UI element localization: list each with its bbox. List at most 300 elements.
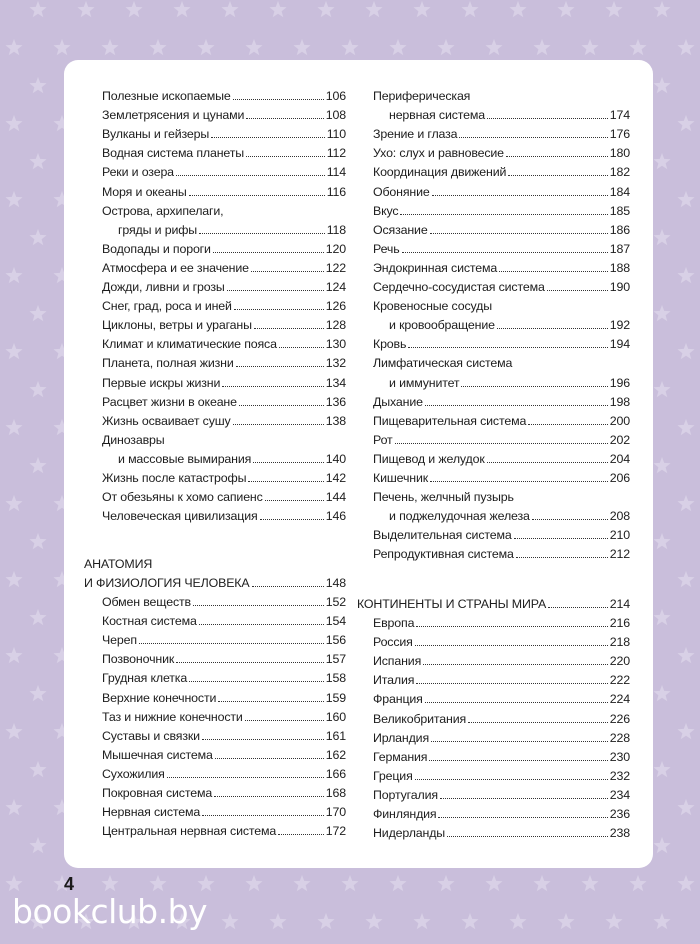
toc-entry-page: 224 bbox=[609, 692, 630, 706]
star-icon bbox=[653, 761, 670, 777]
star-icon bbox=[29, 533, 46, 549]
section-title-anatomy: АНАТОМИЯ bbox=[84, 557, 153, 571]
toc-entry bbox=[373, 825, 630, 841]
toc-entry bbox=[373, 634, 630, 650]
dot-leader bbox=[408, 347, 607, 348]
toc-entry bbox=[373, 432, 630, 448]
dot-leader bbox=[213, 252, 324, 253]
star-icon bbox=[5, 647, 22, 663]
toc-entry-title: Испания bbox=[373, 654, 422, 668]
dot-leader bbox=[468, 722, 608, 723]
toc-entry-page: 154 bbox=[325, 614, 346, 628]
toc-entry-page: 168 bbox=[325, 786, 346, 800]
toc-entry-title: и массовые вымирания bbox=[118, 452, 252, 466]
dot-leader bbox=[402, 252, 608, 253]
star-icon bbox=[269, 1, 286, 17]
dot-leader bbox=[211, 137, 325, 138]
toc-entry-title: Динозавры bbox=[102, 433, 165, 447]
dot-leader bbox=[508, 175, 608, 176]
toc-entry-page: 118 bbox=[326, 223, 346, 237]
toc-entry-title: Расцвет жизни в океане bbox=[102, 395, 237, 409]
toc-entry bbox=[373, 184, 630, 200]
dot-leader bbox=[430, 233, 608, 234]
star-icon bbox=[5, 875, 22, 891]
toc-entry-page: 206 bbox=[609, 471, 630, 485]
toc-entry-title: Кишечник bbox=[373, 471, 428, 485]
star-icon bbox=[629, 875, 646, 891]
dot-leader bbox=[215, 758, 324, 759]
star-icon bbox=[29, 685, 46, 701]
star-icon bbox=[629, 39, 646, 55]
toc-entry bbox=[373, 222, 630, 238]
toc-entry-title: Ухо: слух и равновесие bbox=[373, 146, 504, 160]
toc-entry-page: 186 bbox=[609, 223, 630, 237]
toc-entry-page: 232 bbox=[609, 769, 630, 783]
dot-leader bbox=[425, 405, 608, 406]
star-icon bbox=[653, 457, 670, 473]
toc-entry-title: Осязание bbox=[373, 223, 428, 237]
star-icon bbox=[677, 647, 694, 663]
toc-entry bbox=[373, 413, 630, 429]
star-icon bbox=[317, 913, 334, 929]
toc-entry bbox=[102, 804, 346, 820]
toc-entry bbox=[102, 508, 346, 524]
dot-leader bbox=[416, 626, 607, 627]
toc-entry-page: 106 bbox=[325, 89, 346, 103]
toc-entry bbox=[102, 709, 346, 725]
toc-entry bbox=[373, 394, 630, 410]
dot-leader bbox=[246, 118, 323, 119]
star-icon bbox=[485, 875, 502, 891]
toc-entry bbox=[102, 690, 346, 706]
toc-entry-page: 198 bbox=[609, 395, 630, 409]
toc-entry bbox=[373, 260, 630, 276]
star-icon bbox=[341, 875, 358, 891]
star-icon bbox=[197, 39, 214, 55]
toc-entry-page: 170 bbox=[325, 805, 346, 819]
toc-entry-page: 156 bbox=[325, 633, 346, 647]
star-icon bbox=[5, 495, 22, 511]
page-number: 4 bbox=[64, 874, 75, 894]
toc-entry-page: 234 bbox=[609, 788, 630, 802]
section-title-anatomy-line2: И ФИЗИОЛОГИЯ ЧЕЛОВЕКА bbox=[84, 576, 250, 590]
star-icon bbox=[653, 609, 670, 625]
star-icon bbox=[605, 913, 622, 929]
section-title-continents: КОНТИНЕНТЫ И СТРАНЫ МИРА bbox=[357, 597, 547, 611]
toc-entry-title: Сухожилия bbox=[102, 767, 165, 781]
toc-entry-page: 194 bbox=[609, 337, 630, 351]
toc-entry-title: Снег, град, роса и иней bbox=[102, 299, 232, 313]
toc-entry bbox=[373, 241, 630, 257]
toc-entry-title: Жизнь осваивает сушу bbox=[102, 414, 231, 428]
dot-leader bbox=[233, 424, 324, 425]
toc-entry-title: Выделительная система bbox=[373, 528, 512, 542]
dot-leader bbox=[239, 405, 324, 406]
toc-entry-page: 152 bbox=[325, 595, 346, 609]
watermark-text: bookclub.by bbox=[12, 892, 208, 931]
toc-entry bbox=[102, 632, 346, 648]
star-icon bbox=[461, 1, 478, 17]
toc-entry bbox=[102, 260, 346, 276]
star-icon bbox=[5, 419, 22, 435]
toc-entry bbox=[102, 298, 346, 314]
star-icon bbox=[29, 229, 46, 245]
star-icon bbox=[389, 875, 406, 891]
toc-entry-page: 222 bbox=[609, 673, 630, 687]
toc-entry-page: 184 bbox=[609, 185, 630, 199]
toc-entry-title: и иммунитет bbox=[389, 376, 460, 390]
dot-leader bbox=[265, 500, 324, 501]
star-icon bbox=[653, 229, 670, 245]
toc-entry-page: 140 bbox=[325, 452, 346, 466]
toc-entry bbox=[373, 375, 630, 391]
toc-entry-page: 230 bbox=[609, 750, 630, 764]
toc-entry-title: Вулканы и гейзеры bbox=[102, 127, 210, 141]
dot-leader bbox=[429, 760, 607, 761]
dot-leader bbox=[202, 739, 324, 740]
toc-entry-page: 190 bbox=[609, 280, 630, 294]
toc-entry bbox=[102, 489, 346, 505]
star-icon bbox=[77, 1, 94, 17]
toc-entry-title: Италия bbox=[373, 673, 415, 687]
star-icon bbox=[677, 419, 694, 435]
toc-entry bbox=[373, 508, 630, 524]
toc-entry-title: Водная система планеты bbox=[102, 146, 245, 160]
star-icon bbox=[653, 153, 670, 169]
dot-leader bbox=[252, 586, 324, 587]
dot-leader bbox=[199, 233, 325, 234]
toc-entry-page: 236 bbox=[609, 807, 630, 821]
section-heading-anatomy bbox=[84, 575, 346, 591]
star-icon bbox=[677, 343, 694, 359]
star-icon bbox=[677, 39, 694, 55]
dot-leader bbox=[202, 815, 324, 816]
toc-entry-page: 210 bbox=[609, 528, 630, 542]
toc-entry-page: 160 bbox=[325, 710, 346, 724]
star-icon bbox=[5, 115, 22, 131]
toc-entry bbox=[373, 691, 630, 707]
toc-entry-page: 196 bbox=[609, 376, 630, 390]
toc-entry bbox=[102, 164, 346, 180]
star-icon bbox=[5, 191, 22, 207]
star-icon bbox=[653, 381, 670, 397]
toc-entry bbox=[373, 806, 630, 822]
star-icon bbox=[605, 1, 622, 17]
toc-entry-page: 192 bbox=[609, 318, 630, 332]
toc-entry bbox=[373, 126, 630, 142]
toc-entry-title: Рот bbox=[373, 433, 393, 447]
dot-leader bbox=[438, 817, 607, 818]
star-icon bbox=[29, 837, 46, 853]
toc-entry-title: Моря и океаны bbox=[102, 185, 187, 199]
dot-leader bbox=[279, 347, 324, 348]
toc-entry-title: Суставы и связки bbox=[102, 729, 200, 743]
toc-entry-page: 159 bbox=[325, 691, 346, 705]
dot-leader bbox=[246, 156, 325, 157]
dot-leader bbox=[532, 519, 608, 520]
dot-leader bbox=[416, 683, 607, 684]
star-icon bbox=[5, 343, 22, 359]
toc-entry-page: 187 bbox=[609, 242, 630, 256]
toc-entry-title: и кровообращение bbox=[389, 318, 495, 332]
star-icon bbox=[5, 571, 22, 587]
star-icon bbox=[557, 1, 574, 17]
toc-entry-title: Дыхание bbox=[373, 395, 423, 409]
toc-entry bbox=[102, 451, 346, 467]
toc-entry-page: 188 bbox=[609, 261, 630, 275]
toc-entry-page: 220 bbox=[609, 654, 630, 668]
toc-entry-page: 174 bbox=[609, 108, 630, 122]
toc-entry-title: Речь bbox=[373, 242, 400, 256]
toc-entry-page: 126 bbox=[325, 299, 346, 313]
toc-entry bbox=[102, 470, 346, 486]
star-icon bbox=[677, 115, 694, 131]
toc-entry bbox=[373, 145, 630, 161]
star-icon bbox=[461, 913, 478, 929]
toc-entry-title: гряды и рифы bbox=[118, 223, 198, 237]
toc-entry bbox=[373, 787, 630, 803]
dot-leader bbox=[199, 624, 324, 625]
toc-entry bbox=[102, 728, 346, 744]
toc-entry-page: 182 bbox=[609, 165, 630, 179]
star-icon bbox=[197, 875, 214, 891]
dot-leader bbox=[193, 605, 324, 606]
dot-leader bbox=[516, 557, 608, 558]
toc-entry-title: Мышечная система bbox=[102, 748, 213, 762]
section-heading-continents bbox=[357, 596, 630, 612]
toc-entry-title: Полезные ископаемые bbox=[102, 89, 231, 103]
toc-entry bbox=[102, 184, 346, 200]
toc-entry-title: Землетрясения и цунами bbox=[102, 108, 245, 122]
toc-entry bbox=[102, 336, 346, 352]
toc-entry-page: 172 bbox=[325, 824, 346, 838]
star-icon bbox=[149, 39, 166, 55]
star-icon bbox=[581, 39, 598, 55]
dot-leader bbox=[497, 328, 608, 329]
dot-leader bbox=[139, 643, 324, 644]
star-icon bbox=[221, 1, 238, 17]
star-icon bbox=[509, 913, 526, 929]
toc-entry-page: 120 bbox=[325, 242, 346, 256]
toc-entry-title: Кровь bbox=[373, 337, 407, 351]
toc-entry-title: Грудная клетка bbox=[102, 671, 188, 685]
dot-leader bbox=[432, 195, 608, 196]
dot-leader bbox=[415, 645, 608, 646]
toc-entry-title: Нервная система bbox=[102, 805, 201, 819]
toc-entry-page: 142 bbox=[325, 471, 346, 485]
toc-entry-title: Дожди, ливни и грозы bbox=[102, 280, 225, 294]
star-icon bbox=[653, 77, 670, 93]
toc-entry-page: 218 bbox=[609, 635, 630, 649]
dot-leader bbox=[506, 156, 608, 157]
dot-leader bbox=[487, 118, 608, 119]
dot-leader bbox=[227, 290, 324, 291]
star-icon bbox=[269, 913, 286, 929]
star-icon bbox=[221, 913, 238, 929]
toc-entry-title: Ирландия bbox=[373, 731, 429, 745]
star-icon bbox=[293, 39, 310, 55]
star-icon bbox=[245, 875, 262, 891]
star-icon bbox=[5, 267, 22, 283]
star-icon bbox=[533, 39, 550, 55]
dot-leader bbox=[214, 796, 324, 797]
dot-leader bbox=[254, 328, 324, 329]
toc-entry-title: Германия bbox=[373, 750, 428, 764]
toc-entry-title: Водопады и пороги bbox=[102, 242, 211, 256]
star-icon bbox=[653, 1, 670, 17]
star-icon bbox=[29, 305, 46, 321]
toc-entry-title: Европа bbox=[373, 616, 415, 630]
toc-entry-page: 157 bbox=[325, 652, 346, 666]
star-icon bbox=[437, 875, 454, 891]
toc-entry-page: 185 bbox=[609, 204, 630, 218]
dot-leader bbox=[447, 836, 608, 837]
toc-entry bbox=[102, 279, 346, 295]
star-icon bbox=[317, 1, 334, 17]
toc-entry-title: Печень, желчный пузырь bbox=[373, 490, 514, 504]
star-icon bbox=[29, 153, 46, 169]
star-icon bbox=[29, 77, 46, 93]
star-icon bbox=[101, 875, 118, 891]
toc-entry-title: Вкус bbox=[373, 204, 399, 218]
dot-leader bbox=[167, 777, 324, 778]
star-icon bbox=[413, 913, 430, 929]
dot-leader bbox=[233, 99, 324, 100]
dot-leader bbox=[415, 779, 608, 780]
star-icon bbox=[293, 875, 310, 891]
toc-entry-title: Нидерланды bbox=[373, 826, 446, 840]
toc-entry bbox=[102, 126, 346, 142]
toc-entry-page: 228 bbox=[609, 731, 630, 745]
toc-entry bbox=[373, 672, 630, 688]
toc-entry bbox=[102, 241, 346, 257]
toc-entry bbox=[373, 279, 630, 295]
toc-entry-title: От обезьяны к хомо сапиенс bbox=[102, 490, 263, 504]
toc-entry-title: Жизнь после катастрофы bbox=[102, 471, 247, 485]
toc-entry-page: 108 bbox=[325, 108, 346, 122]
toc-entry-page: 204 bbox=[609, 452, 630, 466]
star-icon bbox=[653, 837, 670, 853]
dot-leader bbox=[176, 662, 324, 663]
toc-entry bbox=[373, 615, 630, 631]
toc-entry bbox=[102, 413, 346, 429]
toc-entry-title: Реки и озера bbox=[102, 165, 174, 179]
toc-entry-title: Таз и нижние конечности bbox=[102, 710, 243, 724]
toc-entry-page: 112 bbox=[326, 146, 346, 160]
toc-entry-title: Португалия bbox=[373, 788, 438, 802]
dot-leader bbox=[514, 538, 608, 539]
toc-entry-page: 116 bbox=[326, 185, 346, 199]
toc-entry-page: 161 bbox=[325, 729, 346, 743]
toc-entry-title: Пищеварительная система bbox=[373, 414, 527, 428]
toc-entry-page: 212 bbox=[609, 547, 630, 561]
toc-entry bbox=[102, 375, 346, 391]
toc-entry bbox=[373, 546, 630, 562]
toc-entry-page: 146 bbox=[325, 509, 346, 523]
toc-entry bbox=[373, 107, 630, 123]
toc-entry-title: и поджелудочная железа bbox=[389, 509, 530, 523]
dot-leader bbox=[395, 443, 608, 444]
toc-entry bbox=[373, 336, 630, 352]
dot-leader bbox=[234, 309, 324, 310]
toc-entry-page: 208 bbox=[609, 509, 630, 523]
toc-entry-title: Климат и климатические пояса bbox=[102, 337, 277, 351]
dot-leader bbox=[423, 664, 608, 665]
star-icon bbox=[677, 723, 694, 739]
star-icon bbox=[653, 533, 670, 549]
dot-leader bbox=[176, 175, 325, 176]
dot-leader bbox=[431, 741, 608, 742]
star-icon bbox=[677, 267, 694, 283]
star-icon bbox=[341, 39, 358, 55]
toc-entry bbox=[102, 766, 346, 782]
toc-entry bbox=[373, 203, 630, 219]
toc-entry-title: Греция bbox=[373, 769, 413, 783]
dot-leader bbox=[528, 424, 608, 425]
toc-entry-title: Костная система bbox=[102, 614, 197, 628]
toc-entry bbox=[373, 768, 630, 784]
toc-entry-title: Лимфатическая система bbox=[373, 356, 513, 370]
dot-leader bbox=[189, 195, 325, 196]
toc-entry-page: 180 bbox=[609, 146, 630, 160]
toc-entry-title: Острова, архипелаги, bbox=[102, 204, 224, 218]
star-icon bbox=[653, 913, 670, 929]
dot-leader bbox=[251, 271, 324, 272]
star-icon bbox=[557, 913, 574, 929]
toc-entry bbox=[102, 747, 346, 763]
star-icon bbox=[125, 1, 142, 17]
dot-leader bbox=[278, 834, 324, 835]
toc-entry-page: 226 bbox=[609, 712, 630, 726]
toc-entry bbox=[102, 107, 346, 123]
dot-leader bbox=[236, 366, 324, 367]
star-icon bbox=[653, 305, 670, 321]
toc-entry-page: 238 bbox=[609, 826, 630, 840]
toc-entry bbox=[373, 317, 630, 333]
toc-entry-title: Покровная система bbox=[102, 786, 213, 800]
star-icon bbox=[509, 1, 526, 17]
star-icon bbox=[677, 191, 694, 207]
toc-entry-title: Циклоны, ветры и ураганы bbox=[102, 318, 252, 332]
star-icon bbox=[365, 1, 382, 17]
dot-leader bbox=[222, 386, 324, 387]
table-of-contents-page bbox=[64, 60, 653, 868]
section-page-continents: 214 bbox=[609, 597, 630, 611]
toc-entry-title: Верхние конечности bbox=[102, 691, 217, 705]
toc-entry-page: 128 bbox=[325, 318, 346, 332]
star-icon bbox=[5, 723, 22, 739]
star-icon bbox=[413, 1, 430, 17]
dot-leader bbox=[248, 481, 323, 482]
toc-entry-page: 166 bbox=[325, 767, 346, 781]
toc-entry-page: 130 bbox=[325, 337, 346, 351]
toc-entry-title: Кровеносные сосуды bbox=[373, 299, 492, 313]
toc-entry-page: 136 bbox=[325, 395, 346, 409]
toc-entry bbox=[102, 317, 346, 333]
dot-leader bbox=[400, 214, 607, 215]
toc-entry bbox=[373, 451, 630, 467]
toc-entry-title: Пищевод и желудок bbox=[373, 452, 485, 466]
dot-leader bbox=[487, 462, 608, 463]
star-icon bbox=[653, 685, 670, 701]
toc-entry-title: Череп bbox=[102, 633, 137, 647]
toc-entry bbox=[373, 470, 630, 486]
star-icon bbox=[29, 761, 46, 777]
toc-entry-title: Великобритания bbox=[373, 712, 467, 726]
toc-entry-title: Центральная нервная система bbox=[102, 824, 277, 838]
star-icon bbox=[437, 39, 454, 55]
toc-entry bbox=[102, 823, 346, 839]
